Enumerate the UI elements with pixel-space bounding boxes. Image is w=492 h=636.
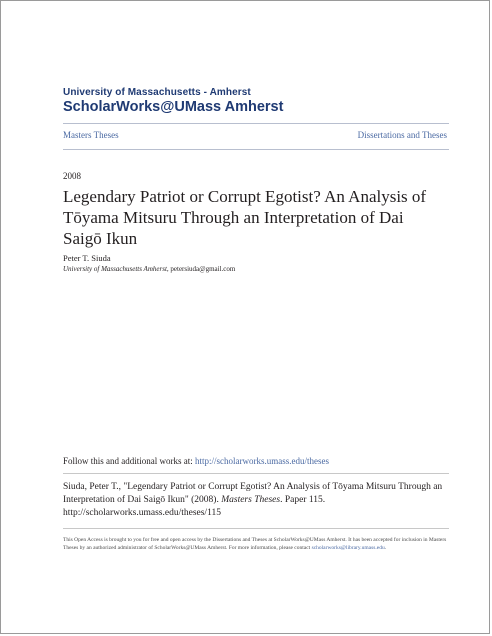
- repository-name[interactable]: ScholarWorks@UMass Amherst: [63, 99, 284, 115]
- notice-text: This Open Access is brought to you for free and open access by the Dissertations and Theses at ScholarWorks@UMass Amherst. It has been accepted for inclusion in Masters Theses by an authorized administrator of ScholarWorks@UMass Amherst. For more information, please contact: [63, 537, 447, 551]
- nav-divider: [63, 149, 449, 150]
- notice-end: .: [384, 545, 387, 551]
- publication-year: 2008: [63, 171, 81, 181]
- header-divider: [63, 123, 449, 124]
- citation-text: Siuda, Peter T., "Legendary Patriot or Corrupt Egotist? An Analysis of Tōyama Mitsuru Through an Interpretation of Dai Saigō Ikun" (2008).: [63, 482, 443, 505]
- open-access-notice: [63, 536, 449, 552]
- citation-series: Masters Theses: [221, 495, 281, 505]
- citation-divider-top: [63, 473, 449, 474]
- paper-title: Legendary Patriot or Corrupt Egotist? An Analysis of Tōyama Mitsuru Through an Interpretation of Dai Saigō Ikun: [63, 187, 427, 248]
- follow-label: Follow this and additional works at:: [63, 456, 195, 466]
- author-affiliation: [63, 265, 235, 273]
- citation-block: [63, 481, 443, 520]
- masters-theses-link[interactable]: Masters Theses: [63, 130, 119, 140]
- author-email: , petersiuda@gmail.com: [166, 265, 236, 273]
- contact-email-link[interactable]: scholarworks@library.umass.edu: [311, 545, 385, 551]
- theses-collection-link[interactable]: http://scholarworks.umass.edu/theses: [195, 456, 329, 466]
- citation-paper-number: . Paper 115.: [280, 495, 326, 505]
- author-name: Peter T. Siuda: [63, 253, 111, 263]
- citation-url[interactable]: http://scholarworks.umass.edu/theses/115: [63, 508, 221, 518]
- dissertations-theses-link[interactable]: Dissertations and Theses: [357, 130, 447, 140]
- follow-line: [63, 456, 329, 466]
- citation-divider-bottom: [63, 528, 449, 529]
- institution-name: University of Massachusetts - Amherst: [63, 87, 251, 98]
- affiliation-name: University of Massachusetts Amherst: [63, 265, 167, 273]
